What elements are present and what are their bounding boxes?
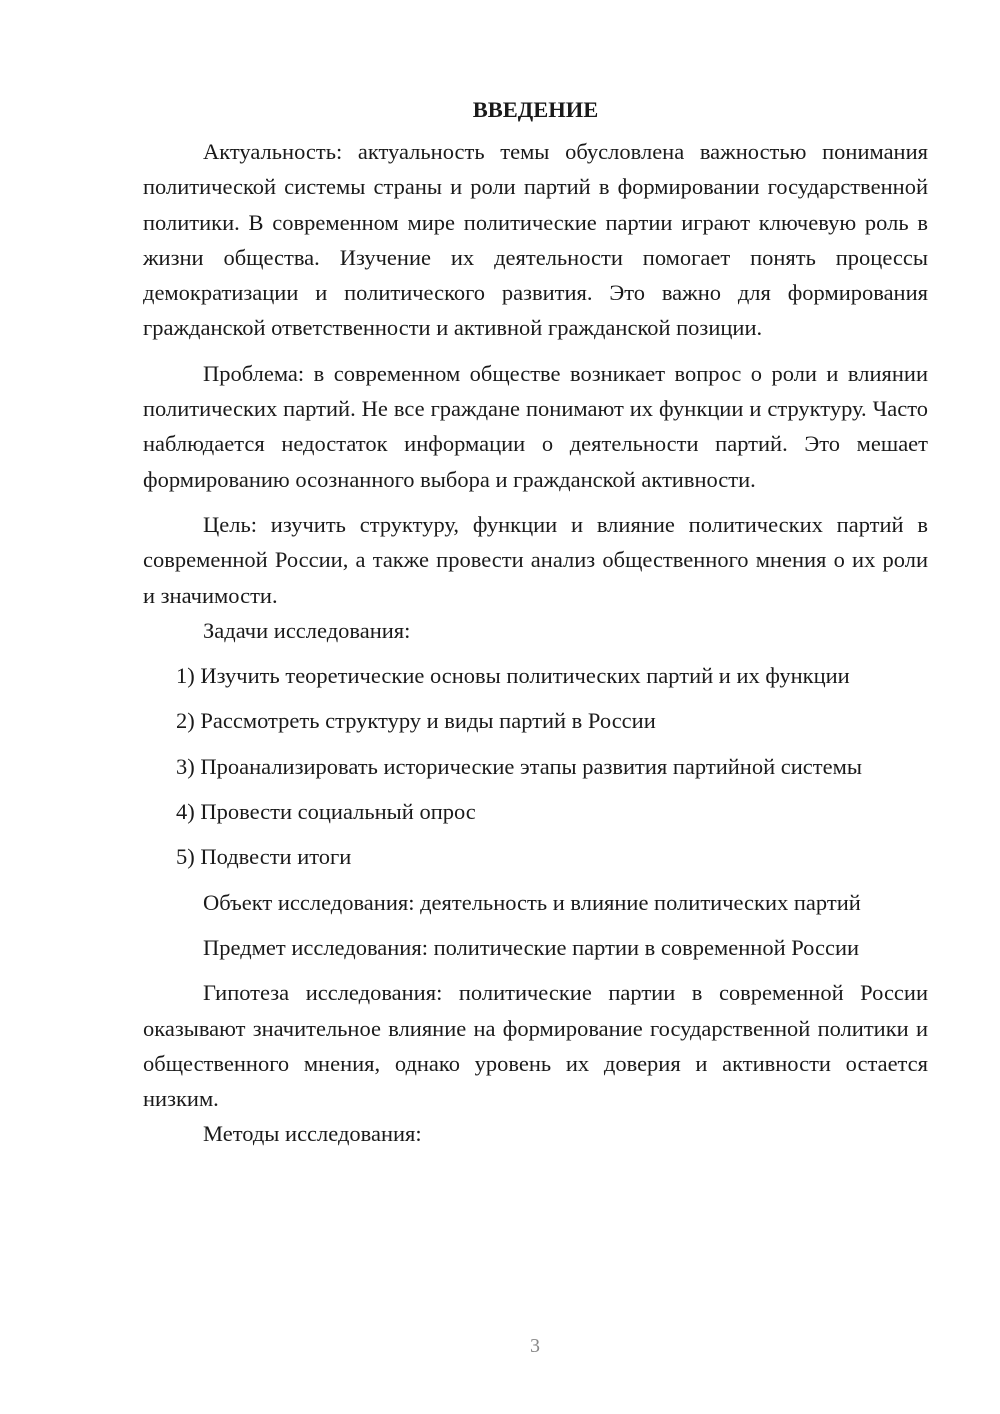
task-item-3: 3) Проанализировать исторические этапы развития партийной системы	[176, 753, 862, 779]
object-paragraph: Объект исследования: деятельность и влияние политических партий	[203, 889, 861, 915]
task-item-4: 4) Провести социальный опрос	[176, 799, 476, 825]
task-item-5: 5) Подвести итоги	[176, 844, 352, 870]
task-item-1: 1) Изучить теоретические основы политических партий и их функции	[176, 663, 850, 689]
task-item-2: 2) Рассмотреть структуру и виды партий в России	[176, 708, 656, 734]
relevance-paragraph: Актуальность: актуальность темы обусловлена важностью понимания политической системы страны и роли партий в формировании государственной политики. В современном мире политические партии играют ключевую роль в жизни общества. Изучение их деятельности помогает понять процессы демократизации и политического развития. Это важно для формирования гражданской ответственности и активной гражданской позиции.	[143, 139, 928, 341]
page-content	[143, 95, 928, 1152]
tasks-heading: Задачи исследования:	[203, 617, 411, 643]
hypothesis-paragraph: Гипотеза исследования: политические партии в современной России оказывают значительное влияние на формирование государственной политики и общественного мнения, однако уровень их доверия и активности остается низким.	[143, 980, 928, 1112]
section-title: ВВЕДЕНИЕ	[472, 97, 599, 122]
problem-paragraph: Проблема: в современном обществе возникает вопрос о роли и влиянии политических партий. Не все граждане понимают их функции и структуру. Часто наблюдается недостаток информации о деятельности партий. Это мешает формированию осознанного выбора и гражданской активности.	[143, 360, 928, 492]
methods-heading: Методы исследования:	[203, 1121, 422, 1147]
page-number: 3	[530, 1335, 540, 1357]
goal-paragraph: Цель: изучить структуру, функции и влияние политических партий в современной России, а также провести анализ общественного мнения о их роли и значимости.	[143, 511, 928, 608]
subject-paragraph: Предмет исследования: политические партии в современной России	[203, 934, 860, 960]
